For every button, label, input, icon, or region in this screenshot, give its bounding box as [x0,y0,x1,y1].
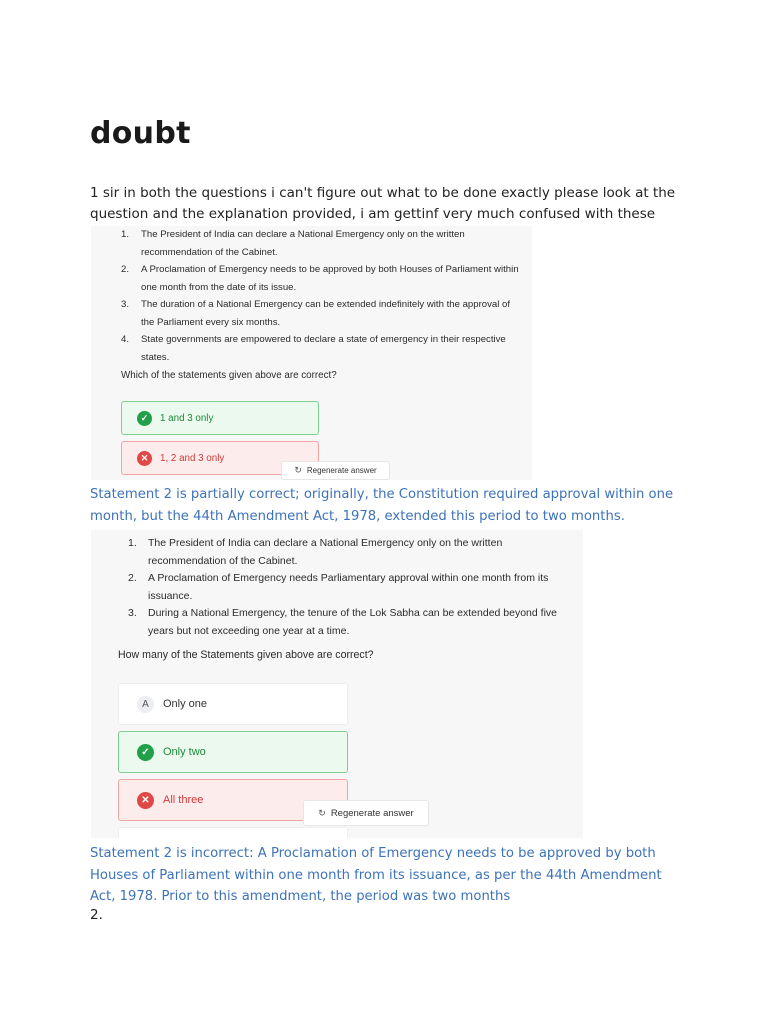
intro-text: 1 sir in both the questions i can't figure out what to be done exactly please look at the question and the explanation provided, i am gettinf very much confused with these [90,185,676,222]
regenerate-answer-button[interactable] [281,461,390,480]
page-title: doubt [90,116,191,151]
option-label: Only one [163,698,208,710]
statement-item: 3. The duration of a National Emergency can be extended indefinitely with the approval of the Parliament every six months. [121,299,511,328]
refresh-icon: ↻ [294,465,302,475]
statement-text: The duration of a National Emergency can be extended indefinitely with the approval of the Parliament every six months. [141,299,511,328]
regenerate-answer-button[interactable] [303,800,429,826]
statement-item: 2. A Proclamation of Emergency needs Parliamentary approval within one month from its issuance. [128,572,549,602]
answer-2-text: Statement 2 is incorrect: A Proclamation of Emergency needs to be approved by both Houses of Parliament within one month from its issuance, as per the 44th Amendment Act, 1978. Prior to this amendment, the period was two months [90,846,662,904]
statement-text: A Proclamation of Emergency needs Parliamentary approval within one month from its issuance. [148,572,549,602]
statement-text: The President of India can declare a National Emergency only on the written recommendation of the Cabinet. [141,229,465,258]
question-2-screenshot [91,530,583,838]
statement-text: State governments are empowered to declare a state of emergency in their respective states. [141,334,506,363]
statement-text: During a National Emergency, the tenure of the Lok Sabha can be extended beyond five years but not exceeding one year at a time. [148,607,557,637]
statement-item: 1. The President of India can declare a National Emergency only on the written recommendation of the Cabinet. [128,537,503,567]
statement-text: A Proclamation of Emergency needs to be approved by both Houses of Parliament within one month from the date of its issue. [141,264,519,293]
statement-item: 2. A Proclamation of Emergency needs to be approved by both Houses of Parliament within one month from the date of its issue. [121,264,519,293]
statement-text: The President of India can declare a National Emergency only on the written recommendation of the Cabinet. [148,537,503,567]
question-2-prompt: How many of the Statements given above are correct? [118,649,374,661]
statement-item: 4. State governments are empowered to declare a state of emergency in their respective states. [121,334,506,363]
option-label: All three [163,794,204,806]
option-label: 1 and 3 only [160,412,214,424]
statement-item: 1. The President of India can declare a National Emergency only on the written recommendation of the Cabinet. [121,229,465,258]
option-label: 1, 2 and 3 only [160,452,225,464]
option-label: Only two [163,746,206,758]
x-circle-icon: ✕ [137,451,152,466]
option-correct[interactable] [118,731,348,773]
option-correct[interactable] [121,401,319,435]
question-2-statements [128,535,578,640]
question-1-statements [121,226,521,366]
statement-item: 3. During a National Emergency, the tenure of the Lok Sabha can be extended beyond five years but not exceeding one year at a time. [128,607,557,637]
regenerate-label: Regenerate answer [306,466,377,475]
option-a[interactable] [118,683,348,725]
question-1-prompt: Which of the statements given above are correct? [121,370,337,381]
question-1-screenshot [91,226,532,480]
list-number: 2. [90,907,103,923]
regenerate-label: Regenerate answer [330,807,414,819]
answer-1-text: Statement 2 is partially correct; originally, the Constitution required approval within one month, but the 44th Amendment Act, 1978, extended this period to two months. [90,487,674,524]
check-circle-icon: ✓ [137,411,152,426]
refresh-icon: ↻ [318,807,326,818]
option-letter-badge: A [137,696,154,713]
x-circle-icon: ✕ [137,792,154,809]
check-circle-icon: ✓ [137,744,154,761]
option-partial-cutoff [118,827,348,838]
